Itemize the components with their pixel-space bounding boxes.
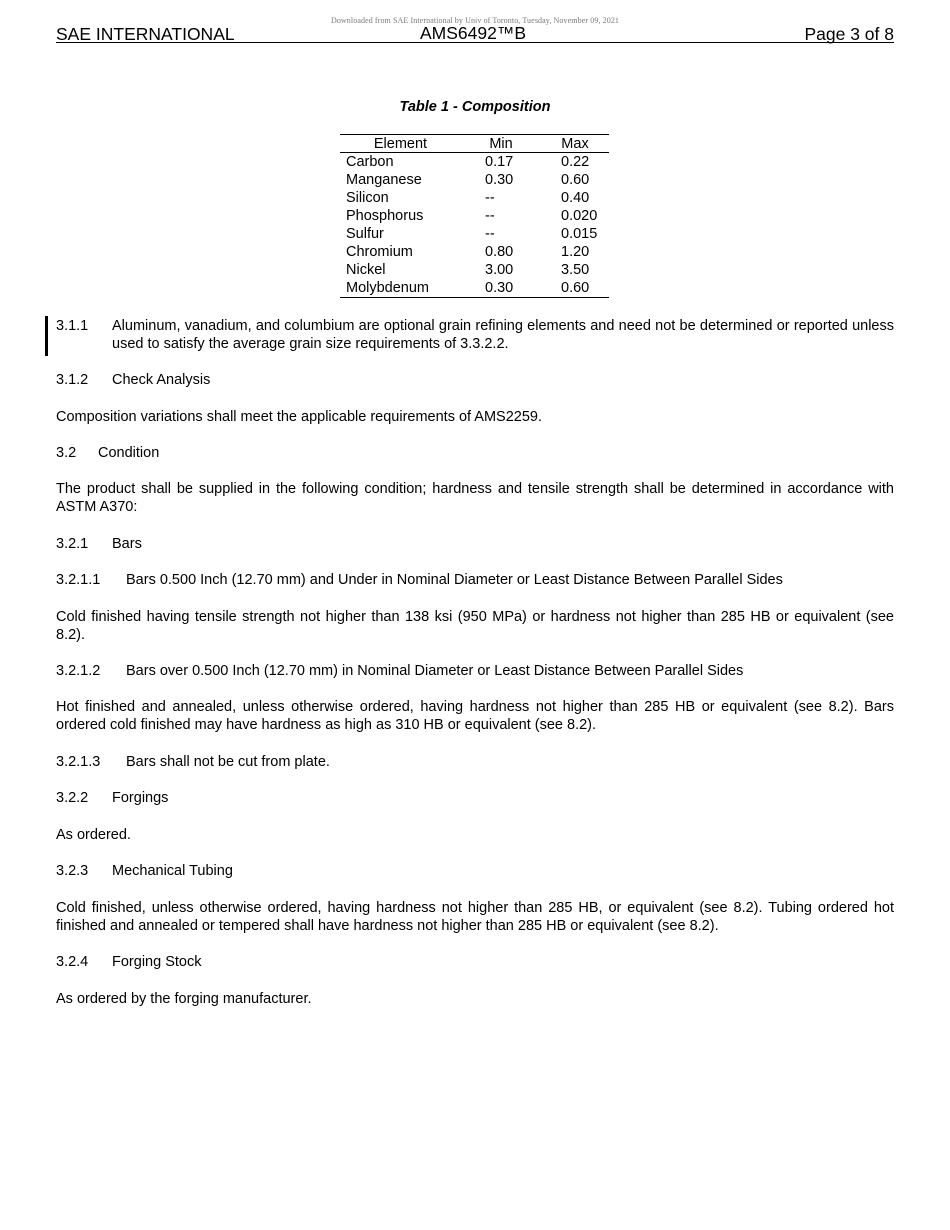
table-caption: Table 1 - Composition <box>399 99 551 115</box>
table-row <box>340 189 609 207</box>
paragraph-3-2-1-1: Cold finished having tensile strength not higher than 138 ksi (950 MPa) or hardness not higher than 285 HB or equivalent (see 8.2). <box>56 609 894 643</box>
table-row <box>340 171 609 189</box>
section-number: 3.1.1 <box>56 318 89 334</box>
max-cell: 0.60 <box>541 279 609 298</box>
composition-table <box>340 134 609 298</box>
max-cell: 0.020 <box>561 208 598 224</box>
paragraph-3-2-3: Cold finished, unless otherwise ordered, having hardness not higher than 285 HB, or equivalent (see 8.2). Tubing ordered hot finished and annealed or tempered shall have hardness not higher than 285 HB or equivalent (see 8.2). <box>56 900 894 934</box>
section-number: 3.2.3 <box>56 863 89 879</box>
section-3-1-2-heading <box>56 371 894 389</box>
max-cell: 0.015 <box>561 226 598 242</box>
section-number: 3.2.1 <box>56 536 89 552</box>
table-row <box>340 261 609 279</box>
section-3-2-2-heading <box>56 789 894 807</box>
paragraph-3-2-4: As ordered by the forging manufacturer. <box>56 991 312 1007</box>
section-title: Forging Stock <box>112 954 202 970</box>
min-cell: -- <box>485 226 495 242</box>
section-number: 3.2.4 <box>56 954 89 970</box>
table-row <box>340 279 609 298</box>
section-3-1-1 <box>56 317 894 353</box>
paragraph-3-2: The product shall be supplied in the following condition; hardness and tensile strength shall be determined in accordance with ASTM A370: <box>56 481 894 515</box>
element-cell: Nickel <box>346 262 386 278</box>
min-cell: -- <box>485 190 495 206</box>
page-header <box>56 22 894 43</box>
max-cell: 0.60 <box>561 172 590 188</box>
section-text: Aluminum, vanadium, and columbium are optional grain refining elements and need not be determined or reported unless used to satisfy the average grain size requirements of 3.3.2.2. <box>112 318 894 352</box>
section-title: Condition <box>98 445 160 461</box>
header-doc-id: AMS6492™B <box>420 23 527 43</box>
section-title: Check Analysis <box>112 372 211 388</box>
section-3-2-1-1-heading <box>56 571 894 589</box>
section-3-2-4-heading <box>56 953 894 971</box>
element-cell: Carbon <box>346 154 394 170</box>
header-org: SAE INTERNATIONAL <box>56 24 235 44</box>
element-cell: Chromium <box>346 244 413 260</box>
element-cell: Molybdenum <box>340 279 461 298</box>
column-header: Min <box>461 135 541 153</box>
section-title: Mechanical Tubing <box>112 863 233 879</box>
min-cell: 0.30 <box>461 279 541 298</box>
column-header: Max <box>541 135 609 153</box>
section-number: 3.2.1.2 <box>56 663 101 679</box>
section-number: 3.1.2 <box>56 372 89 388</box>
table-row <box>340 243 609 261</box>
paragraph-3-2-2: As ordered. <box>56 827 131 843</box>
min-cell: -- <box>485 208 495 224</box>
min-cell: 3.00 <box>485 262 514 278</box>
min-cell: 0.30 <box>485 172 514 188</box>
table-header-row <box>340 135 609 153</box>
section-3-2-1-heading <box>56 535 894 553</box>
min-cell: 0.80 <box>485 244 514 260</box>
section-title: Bars over 0.500 Inch (12.70 mm) in Nominal Diameter or Least Distance Between Parallel Sides <box>126 663 744 679</box>
element-cell: Silicon <box>346 190 389 206</box>
max-cell: 0.40 <box>561 190 590 206</box>
section-3-2-heading <box>56 444 894 462</box>
element-cell: Manganese <box>346 172 422 188</box>
table-row <box>340 153 609 172</box>
table-row <box>340 207 609 225</box>
section-title: Forgings <box>112 790 169 806</box>
section-number: 3.2.1.3 <box>56 754 101 770</box>
section-number: 3.2 <box>56 445 77 461</box>
section-number: 3.2.1.1 <box>56 572 101 588</box>
section-3-2-3-heading <box>56 862 894 880</box>
column-header: Element <box>340 135 461 153</box>
table-row <box>340 225 609 243</box>
section-title: Bars 0.500 Inch (12.70 mm) and Under in Nominal Diameter or Least Distance Between Parallel Sides <box>126 572 783 588</box>
paragraph-3-1-2: Composition variations shall meet the applicable requirements of AMS2259. <box>56 409 543 425</box>
max-cell: 1.20 <box>561 244 590 260</box>
element-cell: Phosphorus <box>346 208 424 224</box>
download-watermark: Downloaded from SAE International by Univ of Toronto, Tuesday, November 09, 2021 <box>330 16 620 25</box>
header-page-number: Page 3 of 8 <box>804 24 894 44</box>
section-title: Bars <box>112 536 142 552</box>
section-title: Bars shall not be cut from plate. <box>126 754 330 770</box>
section-3-2-1-3 <box>56 753 894 771</box>
paragraph-3-2-1-2: Hot finished and annealed, unless otherwise ordered, having hardness not higher than 285 HB or equivalent (see 8.2). Bars ordered cold finished may have hardness as high as 310 HB or equivalent (see 8.2). <box>56 699 894 733</box>
revision-change-bar <box>45 316 48 356</box>
max-cell: 3.50 <box>561 262 590 278</box>
section-3-2-1-2-heading <box>56 662 894 680</box>
max-cell: 0.22 <box>561 154 590 170</box>
element-cell: Sulfur <box>346 226 384 242</box>
section-number: 3.2.2 <box>56 790 89 806</box>
min-cell: 0.17 <box>485 154 514 170</box>
